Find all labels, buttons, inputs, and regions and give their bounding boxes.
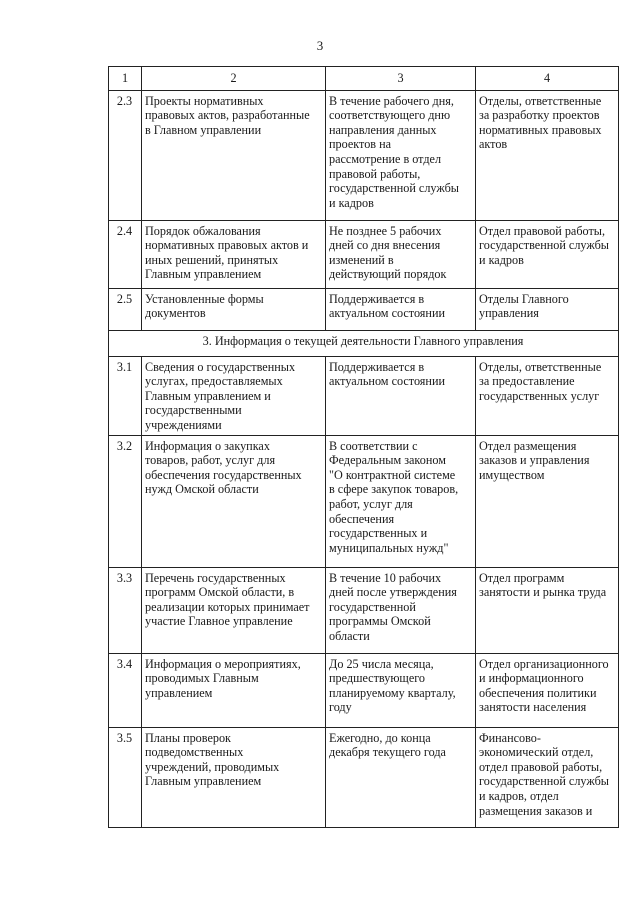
row-responsible: Отдел организационного и информационного обеспечения политики занятости населения xyxy=(476,653,619,727)
row-subject: Проекты нормативных правовых актов, разработанные в Главном управлении xyxy=(142,90,326,220)
row-number: 2.4 xyxy=(109,220,142,288)
row-subject: Информация о закупках товаров, работ, услуг для обеспечения государственных нужд Омской области xyxy=(142,435,326,567)
row-deadline: Поддерживается в актуальном состоянии xyxy=(326,288,476,330)
row-responsible: Отдел размещения заказов и управления имуществом xyxy=(476,435,619,567)
row-deadline: В соответствии с Федеральным законом "О контрактной системе в сфере закупок товаров, работ, услуг для обеспечения государственных и муниципальных нужд" xyxy=(326,435,476,567)
row-subject: Планы проверок подведомственных учреждений, проводимых Главным управлением xyxy=(142,727,326,827)
row-number: 3.5 xyxy=(109,727,142,827)
row-number: 2.3 xyxy=(109,90,142,220)
row-deadline: Поддерживается в актуальном состоянии xyxy=(326,356,476,435)
row-number: 2.5 xyxy=(109,288,142,330)
section-title: 3. Информация о текущей деятельности Главного управления xyxy=(109,330,619,356)
row-deadline: Ежегодно, до конца декабря текущего года xyxy=(326,727,476,827)
row-subject: Перечень государственных программ Омской области, в реализации которых принимает участие Главное управление xyxy=(142,567,326,653)
header-cell: 2 xyxy=(142,67,326,91)
row-deadline: В течение 10 рабочих дней после утверждения государственной программы Омской области xyxy=(326,567,476,653)
row-deadline: До 25 числа месяца, предшествующего планируемому кварталу, году xyxy=(326,653,476,727)
row-number: 3.3 xyxy=(109,567,142,653)
table-row xyxy=(109,653,619,727)
page-number: 3 xyxy=(316,38,324,53)
table-row xyxy=(109,220,619,288)
row-subject: Сведения о государственных услугах, предоставляемых Главным управлением и государственными учреждениями xyxy=(142,356,326,435)
table-row xyxy=(109,727,619,827)
row-subject: Порядок обжалования нормативных правовых актов и иных решений, принятых Главным управлением xyxy=(142,220,326,288)
row-responsible: Отделы, ответственные за разработку проектов нормативных правовых актов xyxy=(476,90,619,220)
row-number: 3.2 xyxy=(109,435,142,567)
table-header-row xyxy=(109,67,619,91)
row-subject: Информация о мероприятиях, проводимых Главным управлением xyxy=(142,653,326,727)
header-cell: 3 xyxy=(326,67,476,91)
row-number: 3.1 xyxy=(109,356,142,435)
header-cell: 1 xyxy=(109,67,142,91)
row-responsible: Отделы Главного управления xyxy=(476,288,619,330)
table-row xyxy=(109,567,619,653)
row-number: 3.4 xyxy=(109,653,142,727)
header-cell: 4 xyxy=(476,67,619,91)
row-responsible: Финансово- экономический отдел, отдел правовой работы, государственной службы и кадров, отдел размещения заказов и xyxy=(476,727,619,827)
table-row xyxy=(109,356,619,435)
document-table xyxy=(108,66,619,828)
row-subject: Установленные формы документов xyxy=(142,288,326,330)
table-row xyxy=(109,288,619,330)
table-row xyxy=(109,435,619,567)
row-responsible: Отдел правовой работы, государственной службы и кадров xyxy=(476,220,619,288)
row-deadline: В течение рабочего дня, соответствующего дню направления данных проектов на рассмотрение в отдел правовой работы, государственной службы и кадров xyxy=(326,90,476,220)
row-deadline: Не позднее 5 рабочих дней со дня внесения изменений в действующий порядок xyxy=(326,220,476,288)
row-responsible: Отделы, ответственные за предоставление государственных услуг xyxy=(476,356,619,435)
row-responsible: Отдел программ занятости и рынка труда xyxy=(476,567,619,653)
table-row xyxy=(109,90,619,220)
section-row xyxy=(109,330,619,356)
